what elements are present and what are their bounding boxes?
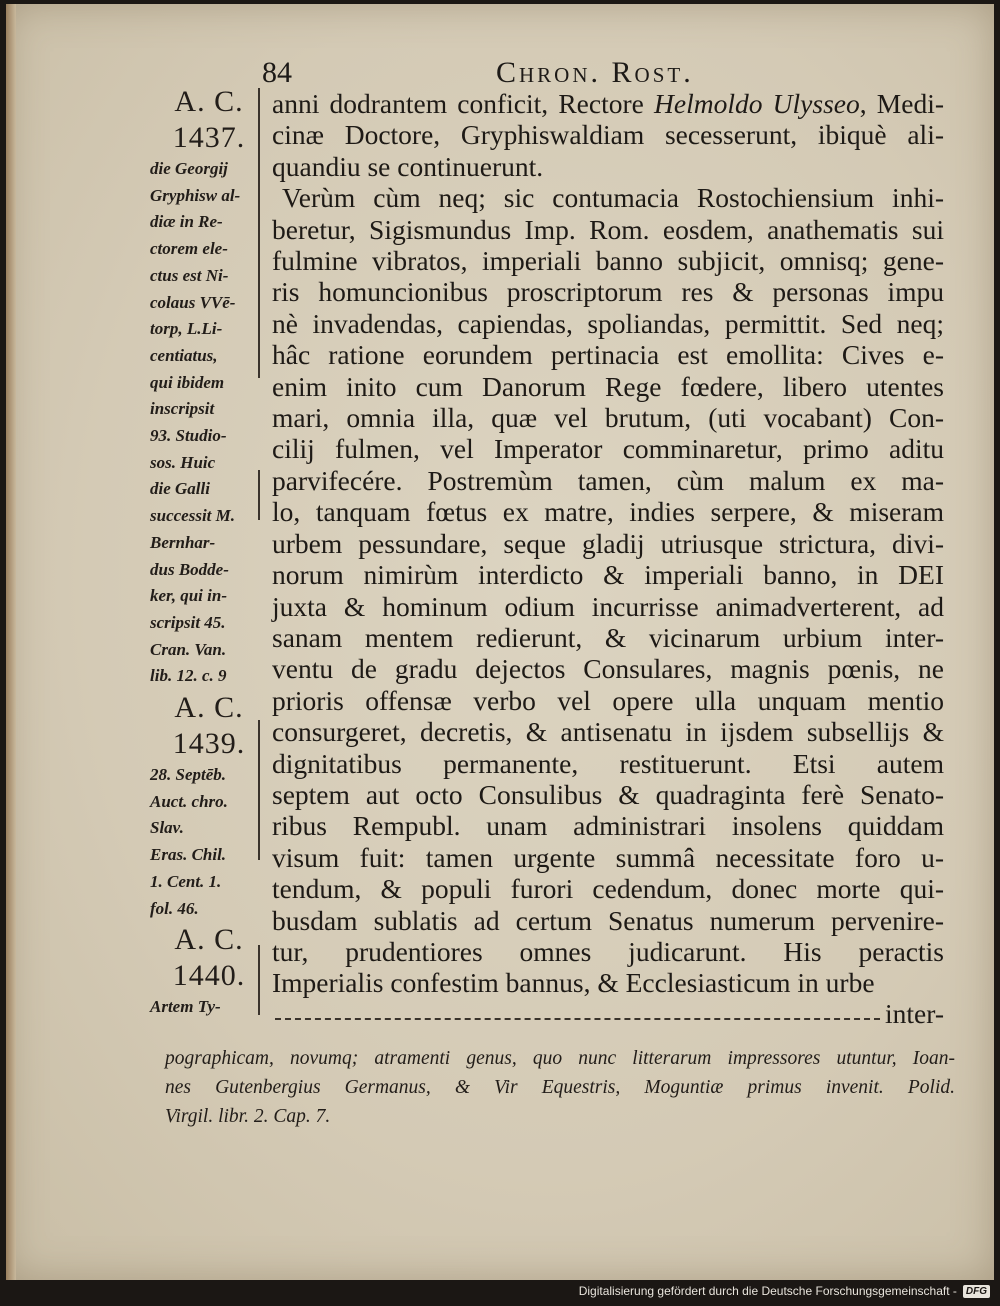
margin-note-line: ctorem ele- (150, 239, 228, 259)
marginal-notes (150, 84, 268, 1021)
text-line: enim inito cum Danorum Rege fœdere, libero utentes (272, 370, 944, 402)
margin-note-line: ker, qui in- (150, 586, 227, 606)
margin-note-line: successit M. (150, 506, 235, 526)
margin-year: 1440. (172, 959, 246, 993)
text-line: prioris offensæ verbo vel opere ulla unquam mentio (272, 684, 944, 716)
text-line: juxta & hominum odium incurrisse animadverterent, ad (272, 590, 944, 622)
footnote-line: pographicam, novumq; atramenti genus, quo nunc litterarum impressores utuntur, Ioan- (165, 1048, 955, 1069)
text-line: consurgeret, decretis, & antisenatu in ijsdem subsellijs & (272, 716, 944, 748)
margin-year: 1437. (172, 121, 246, 154)
running-title: Chron. Rost. (496, 56, 694, 89)
margin-note-line: 1. Cent. 1. (150, 871, 222, 891)
text-line: norum nimirùm interdicto & imperiali banno, in DEI (272, 559, 944, 591)
text-line: sanam mentem redierunt, & vicinarum urbium inter- (272, 621, 944, 653)
text-line: quandiu se continuerunt. (272, 150, 544, 182)
catchword-row (272, 998, 944, 1029)
text-line: anni dodrantem conficit, Rectore Helmoldo Ulysseo, Medi- (272, 88, 944, 119)
footer-text: Digitalisierung gefördert durch die Deutsche Forschungsgemeinschaft - (578, 1284, 957, 1298)
text-line: visum fuit: tamen urgente summâ necessitate foro u- (272, 841, 944, 873)
margin-note-line: scripsit 45. (150, 612, 226, 632)
text-line: dignitatibus permanente, restituerunt. Etsi autem (272, 747, 944, 779)
text-line: Verùm cùm neq; sic contumacia Rostochiensium inhi- (282, 182, 944, 214)
margin-note-line: 28. Septēb. (150, 765, 227, 785)
margin-note-line: Cran. Van. (150, 639, 227, 659)
text-line: beretur, Sigismundus Imp. Rom. eosdem, anathematis sui (272, 213, 944, 245)
margin-note-line: die Georgij (150, 159, 228, 178)
margin-note-line: inscripsit (150, 399, 215, 419)
text-line: ris homuncionibus proscriptorum res & personas impu (272, 276, 944, 308)
margin-note-line: Bernhar- (150, 532, 216, 552)
text-line: tendum, & populi furori cedendum, donec morte qui- (272, 873, 944, 905)
footnote-line: Virgil. libr. 2. Cap. 7. (165, 1106, 331, 1127)
margin-year: A. C. (174, 85, 244, 118)
text-line: cilij fulmen, vel Imperator comminaretur, primo aditu (272, 433, 944, 465)
margin-note-line: fol. 46. (150, 898, 199, 918)
text-line: nè invadendas, capiendas, spoliandas, permittit. Sed neq; (272, 307, 944, 339)
margin-note-line: diæ in Re- (150, 212, 223, 232)
text-line: busdam sublatis ad certum Senatus numerum pervenire- (272, 904, 944, 936)
page-binding-edge (6, 4, 16, 1280)
footnote (165, 1044, 955, 1131)
margin-note-line: Auct. chro. (150, 791, 228, 811)
text-line: tur, prudentiores omnes judicarunt. His peractis (272, 935, 944, 967)
main-text (272, 88, 944, 999)
text-line: septem aut octo Consulibus & quadraginta ferè Senato- (272, 778, 944, 810)
text-line: cinæ Doctore, Gryphiswaldiam secesserunt, ibiquè ali- (272, 119, 944, 151)
page-number: 84 (262, 56, 292, 89)
text-line: ribus Rempubl. unam administrari insolens quiddam (272, 810, 944, 842)
text-line: urbem pessundare, seque gladij utriusque strictura, divi- (272, 527, 944, 559)
margin-note-line: torp, L.Li- (150, 319, 223, 339)
catchword: inter- (884, 998, 944, 1029)
margin-note-line: centiatus, (150, 345, 218, 365)
text-line: ventu de gradu dejectos Consulares, magnis pœnis, ne (272, 653, 944, 685)
margin-year: 1439. (172, 727, 246, 761)
margin-note-line: lib. 12. c. 9 (150, 666, 227, 686)
text-line: mari, omnia illa, quæ vel brutum, (uti vocabant) Con- (272, 402, 944, 434)
footnote-line: nes Gutenbergius Germanus, & Vir Equestris, Moguntiæ primus invenit. Polid. (165, 1077, 955, 1098)
margin-note-line: Gryphisw al- (150, 185, 241, 205)
margin-note-line: qui ibidem (150, 372, 225, 392)
margin-note-line: Eras. Chil. (150, 845, 227, 865)
margin-note-line: ctus est Ni- (150, 265, 229, 285)
margin-note-line: sos. Huic (150, 452, 216, 472)
text-line: Imperialis confestim bannus, & Ecclesiasticum in urbe (272, 967, 875, 999)
digitization-footer (579, 1282, 990, 1300)
text-line: hâc ratione eorundem pertinacia est emollita: Cives e- (272, 339, 944, 371)
margin-note-line: Artem Ty- (150, 997, 221, 1017)
margin-note-line: die Galli (150, 479, 210, 499)
text-line: fulmine vibratos, imperiali banno subjicit, omnisq; gene- (272, 245, 944, 277)
margin-year: A. C. (174, 923, 244, 957)
margin-note-line: Slav. (150, 818, 184, 838)
margin-note-line: dus Bodde- (150, 559, 229, 579)
margin-year: A. C. (174, 691, 244, 725)
margin-note-line: colaus VVē- (150, 292, 236, 312)
dfg-logo: DFG (963, 1285, 990, 1298)
text-line: parvifecére. Postremùm tamen, cùm malum ex ma- (272, 464, 944, 496)
text-line: lo, tanquam fœtus ex matre, indies serpere, & miseram (272, 496, 944, 528)
margin-note-line: 93. Studio- (150, 426, 227, 446)
